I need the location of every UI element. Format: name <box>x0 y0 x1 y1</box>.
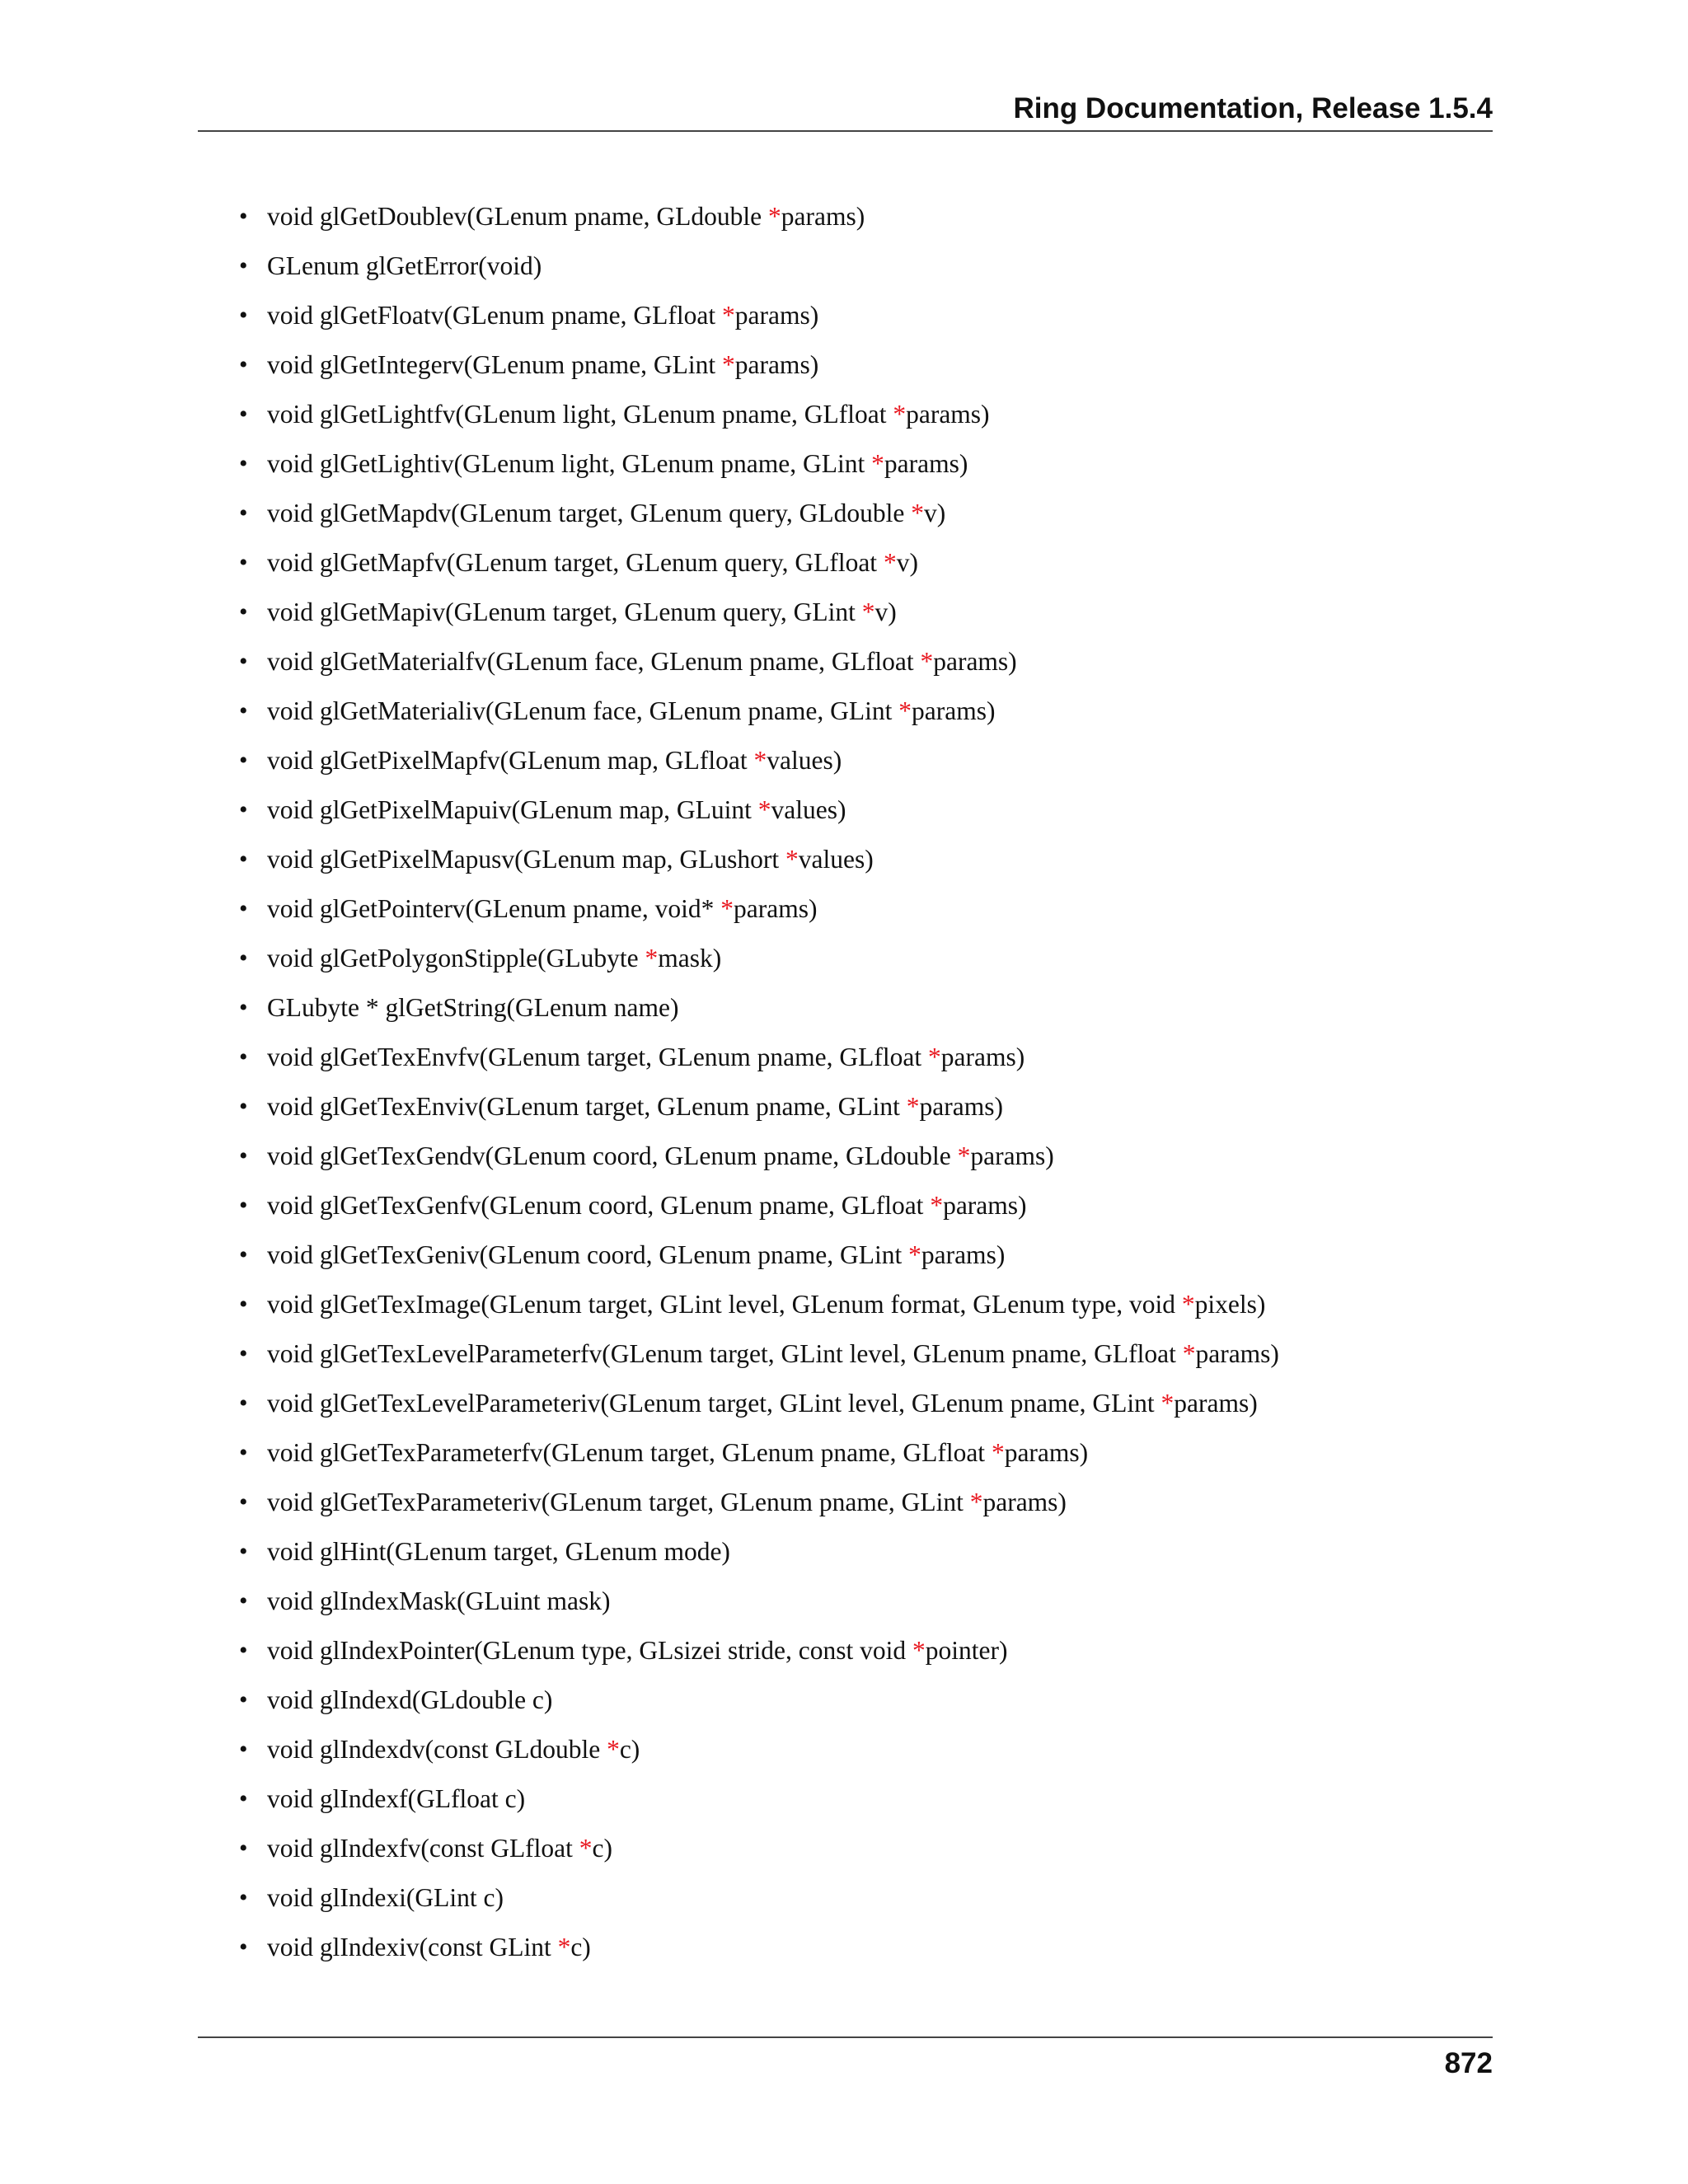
bullet-icon: • <box>239 1192 248 1219</box>
signature-text-tail: params) <box>734 301 819 330</box>
signature-text: void glIndexf(GLfloat c) <box>267 1784 526 1813</box>
function-signature <box>267 1929 591 1966</box>
signature-text: void glIndexdv(const GLdouble <box>267 1735 607 1764</box>
function-signature <box>267 1236 1005 1274</box>
signature-text-tail: v) <box>874 598 897 626</box>
signature-text-tail: values) <box>767 746 842 775</box>
pointer-asterisk: * <box>1160 1389 1175 1418</box>
pointer-asterisk: * <box>721 350 735 379</box>
function-signature <box>267 1780 525 1818</box>
function-signature <box>267 1632 1007 1670</box>
pointer-asterisk: * <box>969 1488 983 1516</box>
function-signature <box>267 593 897 631</box>
signature-text-tail: params) <box>943 1191 1027 1220</box>
signature-text: void glGetMaterialiv(GLenum face, GLenum pname, GLint <box>267 696 899 725</box>
signature-text-tail: params) <box>933 647 1017 676</box>
function-signature <box>267 1582 610 1620</box>
signature-text-tail: mask) <box>658 944 722 972</box>
bullet-icon: • <box>239 1637 248 1664</box>
signature-text-tail: params) <box>884 449 968 478</box>
pointer-asterisk: * <box>920 647 934 676</box>
signature-text: void glGetLightfv(GLenum light, GLenum pname, GLfloat <box>267 400 893 429</box>
signature-text-tail: params) <box>970 1141 1054 1170</box>
bullet-icon: • <box>239 747 248 774</box>
bullet-icon: • <box>239 1093 248 1120</box>
signature-text-tail: params) <box>919 1092 1003 1121</box>
signature-text-tail: params) <box>912 696 996 725</box>
signature-text: void glGetTexEnviv(GLenum target, GLenum pname, GLint <box>267 1092 907 1121</box>
signature-text: void glGetDoublev(GLenum pname, GLdouble <box>267 202 768 231</box>
function-signature <box>267 297 818 335</box>
function-signature <box>267 1335 1279 1373</box>
signature-text-tail: params) <box>1174 1389 1258 1418</box>
signature-text: void glGetTexParameteriv(GLenum target, GLenum pname, GLint <box>267 1488 970 1516</box>
signature-text-tail: pointer) <box>925 1636 1008 1665</box>
function-signature <box>267 1385 1258 1422</box>
function-signature <box>267 791 846 829</box>
page-number: 872 <box>1444 2047 1493 2079</box>
bullet-icon: • <box>239 1736 248 1763</box>
signature-text: void glGetTexLevelParameteriv(GLenum target, GLint level, GLenum pname, GLint <box>267 1389 1161 1418</box>
bullet-icon: • <box>239 1933 248 1961</box>
function-signature <box>267 989 679 1027</box>
pointer-asterisk: * <box>883 548 897 577</box>
signature-text-tail: params) <box>1195 1339 1279 1368</box>
function-signature <box>267 940 721 977</box>
signature-text-tail: pixels) <box>1194 1290 1266 1319</box>
signature-text-tail: params) <box>1004 1438 1089 1467</box>
signature-text-tail: c) <box>592 1834 613 1863</box>
bullet-icon: • <box>239 1835 248 1862</box>
signature-text-tail: values) <box>771 795 846 824</box>
function-signature <box>267 1187 1027 1225</box>
function-signature <box>267 1681 552 1719</box>
bullet-icon: • <box>239 252 248 279</box>
bullet-icon: • <box>239 1439 248 1466</box>
function-signature <box>267 643 1017 681</box>
function-signature <box>267 1434 1088 1472</box>
bullet-icon: • <box>239 302 248 329</box>
bullet-icon: • <box>239 1043 248 1071</box>
signature-text-tail: c) <box>570 1933 591 1961</box>
pointer-asterisk: * <box>893 400 907 429</box>
footer-divider <box>198 2036 1493 2038</box>
signature-text: void glGetTexImage(GLenum target, GLint level, GLenum format, GLenum type, void <box>267 1290 1182 1319</box>
bullet-icon: • <box>239 1686 248 1713</box>
function-signature <box>267 544 918 582</box>
pointer-asterisk: * <box>912 1636 926 1665</box>
pointer-asterisk: * <box>557 1933 571 1961</box>
bullet-icon: • <box>239 1587 248 1615</box>
pointer-asterisk: * <box>722 301 735 330</box>
signature-text: void glGetMapdv(GLenum target, GLenum query, GLdouble <box>267 499 912 527</box>
pointer-asterisk: * <box>930 1191 944 1220</box>
pointer-asterisk: * <box>898 696 912 725</box>
function-signature <box>267 198 865 236</box>
signature-text-tail: params) <box>781 202 865 231</box>
pointer-asterisk: * <box>861 598 875 626</box>
function-signature <box>267 1137 1054 1175</box>
pointer-asterisk: * <box>1182 1339 1196 1368</box>
bullet-icon: • <box>239 846 248 873</box>
function-signature <box>267 445 968 483</box>
signature-text: void glGetTexParameterfv(GLenum target, GLenum pname, GLfloat <box>267 1438 992 1467</box>
signature-text: void glGetPixelMapfv(GLenum map, GLfloat <box>267 746 754 775</box>
header-title: Ring Documentation, Release 1.5.4 <box>1013 92 1493 124</box>
pointer-asterisk: * <box>1181 1290 1195 1319</box>
bullet-icon: • <box>239 697 248 724</box>
bullet-icon: • <box>239 1241 248 1268</box>
function-signature <box>267 742 842 780</box>
signature-text: void glGetPixelMapuiv(GLenum map, GLuint <box>267 795 758 824</box>
signature-text: void glGetMapiv(GLenum target, GLenum query, GLint <box>267 598 862 626</box>
signature-text: void glGetMapfv(GLenum target, GLenum query, GLfloat <box>267 548 884 577</box>
signature-text-tail: params) <box>982 1488 1067 1516</box>
signature-text: void glIndexiv(const GLint <box>267 1933 558 1961</box>
bullet-icon: • <box>239 944 248 972</box>
function-signature <box>267 1088 1003 1126</box>
bullet-icon: • <box>239 1785 248 1812</box>
signature-text: void glIndexi(GLint c) <box>267 1883 504 1912</box>
bullet-icon: • <box>239 499 248 527</box>
bullet-icon: • <box>239 450 248 477</box>
function-signature <box>267 346 818 384</box>
function-signature <box>267 841 874 879</box>
signature-text-tail: v) <box>923 499 946 527</box>
pointer-asterisk: * <box>911 499 924 527</box>
header-divider <box>198 130 1493 132</box>
signature-text-tail: c) <box>619 1735 640 1764</box>
signature-text: GLenum glGetError(void) <box>267 251 542 280</box>
function-signature <box>267 1731 640 1769</box>
function-signature <box>267 396 990 434</box>
bullet-icon: • <box>239 1884 248 1911</box>
function-signature <box>267 692 995 730</box>
bullet-icon: • <box>239 598 248 626</box>
pointer-asterisk: * <box>928 1043 941 1071</box>
pointer-asterisk: * <box>871 449 884 478</box>
pointer-asterisk: * <box>908 1240 921 1269</box>
signature-text: GLubyte * glGetString(GLenum name) <box>267 993 679 1022</box>
bullet-icon: • <box>239 1538 248 1565</box>
bullet-icon: • <box>239 796 248 823</box>
bullet-icon: • <box>239 1340 248 1367</box>
signature-text: void glGetTexGendv(GLenum coord, GLenum pname, GLdouble <box>267 1141 958 1170</box>
signature-text: void glGetTexGenfv(GLenum coord, GLenum pname, GLfloat <box>267 1191 931 1220</box>
signature-text: void glGetIntegerv(GLenum pname, GLint <box>267 350 722 379</box>
function-signature <box>267 1483 1067 1521</box>
bullet-icon: • <box>239 994 248 1021</box>
signature-text: void glIndexfv(const GLfloat <box>267 1834 579 1863</box>
function-signature <box>267 1830 612 1868</box>
signature-text: void glGetTexLevelParameterfv(GLenum target, GLint level, GLenum pname, GLfloat <box>267 1339 1183 1368</box>
function-signature <box>267 1286 1265 1324</box>
bullet-icon: • <box>239 1142 248 1169</box>
signature-text: void glGetTexGeniv(GLenum coord, GLenum pname, GLint <box>267 1240 909 1269</box>
function-signature <box>267 1533 730 1571</box>
pointer-asterisk: * <box>645 944 659 972</box>
bullet-icon: • <box>239 203 248 230</box>
pointer-asterisk: * <box>906 1092 920 1121</box>
signature-text: void glGetLightiv(GLenum light, GLenum pname, GLint <box>267 449 872 478</box>
pointer-asterisk: * <box>753 746 767 775</box>
signature-text: void glHint(GLenum target, GLenum mode) <box>267 1537 730 1566</box>
signature-text: void glIndexPointer(GLenum type, GLsizei stride, const void <box>267 1636 912 1665</box>
bullet-icon: • <box>239 895 248 922</box>
function-signature <box>267 1879 504 1917</box>
pointer-asterisk: * <box>785 845 799 874</box>
signature-text-tail: params) <box>921 1240 1006 1269</box>
function-signature <box>267 1038 1025 1076</box>
bullet-icon: • <box>239 351 248 378</box>
signature-text: void glGetFloatv(GLenum pname, GLfloat <box>267 301 723 330</box>
signature-text: void glIndexd(GLdouble c) <box>267 1685 553 1714</box>
bullet-icon: • <box>239 1291 248 1318</box>
pointer-asterisk: * <box>720 894 734 923</box>
signature-text: void glGetTexEnvfv(GLenum target, GLenum pname, GLfloat <box>267 1043 928 1071</box>
bullet-icon: • <box>239 1390 248 1417</box>
pointer-asterisk: * <box>579 1834 593 1863</box>
function-signature <box>267 494 945 532</box>
bullet-icon: • <box>239 401 248 428</box>
signature-text-tail: values) <box>798 845 874 874</box>
signature-text: void glGetMaterialfv(GLenum face, GLenum pname, GLfloat <box>267 647 921 676</box>
pointer-asterisk: * <box>607 1735 620 1764</box>
bullet-icon: • <box>239 549 248 576</box>
bullet-icon: • <box>239 1488 248 1516</box>
signature-text: void glGetPointerv(GLenum pname, void* <box>267 894 721 923</box>
signature-text: void glGetPixelMapusv(GLenum map, GLushort <box>267 845 786 874</box>
signature-text-tail: params) <box>734 894 818 923</box>
pointer-asterisk: * <box>768 202 781 231</box>
pointer-asterisk: * <box>957 1141 971 1170</box>
signature-text-tail: params) <box>906 400 990 429</box>
function-signature <box>267 890 817 928</box>
signature-text-tail: params) <box>734 350 819 379</box>
pointer-asterisk: * <box>757 795 771 824</box>
bullet-icon: • <box>239 648 248 675</box>
signature-text: void glGetPolygonStipple(GLubyte <box>267 944 645 972</box>
pointer-asterisk: * <box>991 1438 1005 1467</box>
signature-text-tail: params) <box>940 1043 1025 1071</box>
signature-text-tail: v) <box>896 548 918 577</box>
function-signature <box>267 247 542 285</box>
signature-text: void glIndexMask(GLuint mask) <box>267 1586 611 1615</box>
